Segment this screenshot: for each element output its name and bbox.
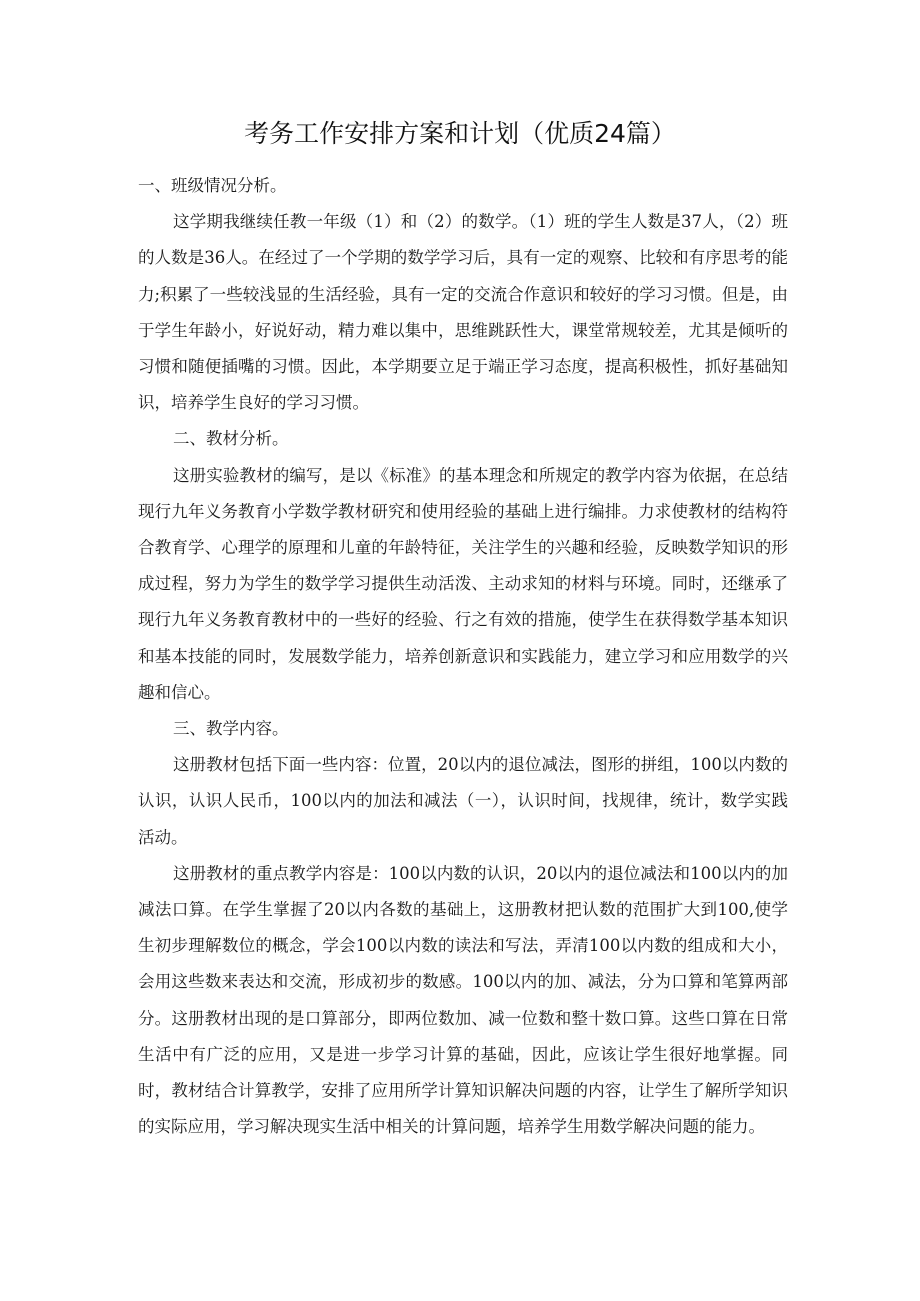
document-body [138, 168, 788, 1145]
section-heading-class-analysis: 一、班级情况分析。 [138, 176, 287, 195]
document-title: 考务工作安排方案和计划（优质24篇） [244, 119, 676, 148]
paragraph-key-content: 这册教材的重点教学内容是：100以内数的认识，20以内的退位减法和100以内的加减法口算。在学生掌握了20以内各数的基础上，这册教材把认数的范围扩大到100,使学生初步理解数位的概念，学会100以内数的读法和写法，弄清100以内数的组成和大小，会用这些数来表达和交流，形成初步的数感。100以内的加、减法，分为口算和笔算两部分。这册教材出现的是口算部分，即两位数加、减一位数和整十数口算。这些口算在日常生活中有广泛的应用，又是进一步学习计算的基础，因此，应该让学生很好地掌握。同时，教材结合计算教学，安排了应用所学计算知识解决问题的内容，让学生了解所学知识的实际应用，学习解决现实生活中相关的计算问题，培养学生用数学解决问题的能力。 [138, 863, 788, 1137]
paragraph-teaching-content: 这册教材包括下面一些内容：位置，20以内的退位减法，图形的拼组，100以内数的认识，认识人民币，100以内的加法和减法（一），认识时间，找规律，统计，数学实践活动。 [138, 755, 788, 847]
paragraph-class-analysis: 这学期我继续任教一年级（1）和（2）的数学。（1）班的学生人数是37人，（2）班的人数是36人。在经过了一个学期的数学学习后，具有一定的观察、比较和有序思考的能力;积累了一些较浅显的生活经验，具有一定的交流合作意识和较好的学习习惯。但是，由于学生年龄小，好说好动，精力难以集中，思维跳跃性大，课堂常规较差，尤其是倾听的习惯和随便插嘴的习惯。因此，本学期要立足于端正学习态度，提高积极性，抓好基础知识，培养学生良好的学习习惯。 [138, 212, 788, 413]
section-heading-textbook-analysis: 二、教材分析。 [173, 429, 289, 449]
section-heading-teaching-content: 三、教学内容。 [173, 719, 289, 739]
paragraph-textbook-analysis: 这册实验教材的编写，是以《标准》的基本理念和所规定的教学内容为依据，在总结现行九年义务教育小学数学教材研究和使用经验的基础上进行编排。力求使教材的结构符合教育学、心理学的原理和儿童的年龄特征，关注学生的兴趣和经验，反映数学知识的形成过程，努力为学生的数学学习提供生动活泼、主动求知的材料与环境。同时，还继承了现行九年义务教育教材中的一些好的经验、行之有效的措施，使学生在获得数学基本知识和基本技能的同时，发展数学能力，培养创新意识和实践能力，建立学习和应用数学的兴趣和信心。 [138, 465, 788, 702]
